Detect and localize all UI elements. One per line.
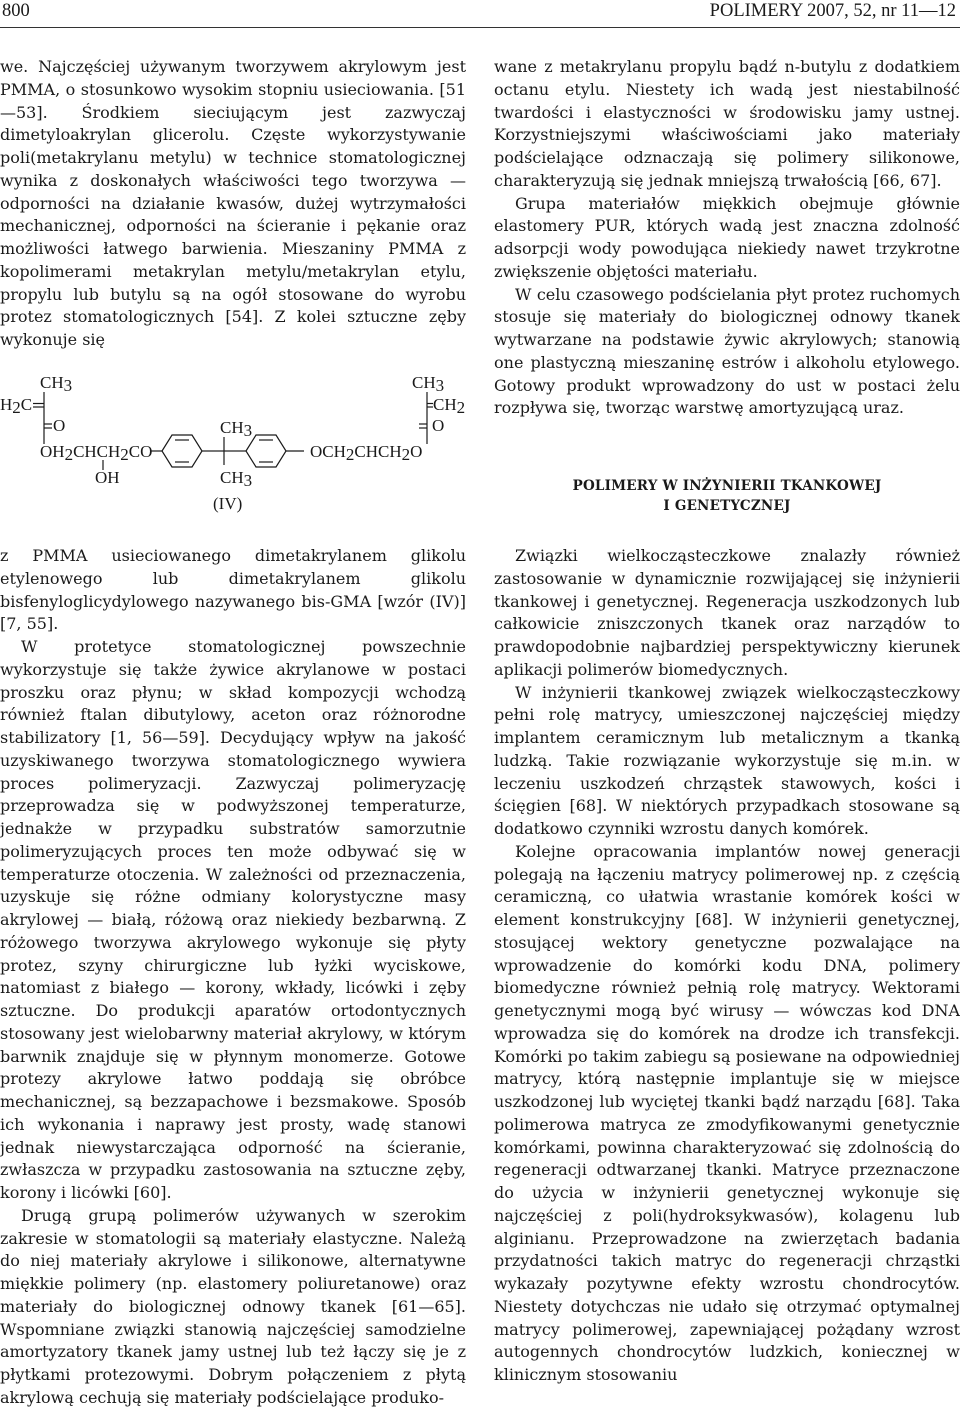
atom-h2c: H2C	[0, 395, 33, 417]
paragraph: z PMMA usieciowanego dimetakrylanem glikolu etylenowego lub dimetakrylanem glikolu bisfenyloglicydylowego nazywanego bis-GMA [wzór (IV)] [7, 55].	[0, 546, 466, 634]
chemical-formula-iv	[0, 365, 490, 520]
formula-label: (IV)	[213, 494, 243, 513]
right-column-top	[494, 56, 960, 420]
paragraph: W inżynierii tkankowej związek wielkocząsteczkowy pełni rolę matrycy, umieszczonej najczęściej między implantem ceramicznym lub metalicznym a tkanką ludzką. Takie rozwiązanie wykorzystuje się m.in. w leczeniu uszkodzeń chrząstek stawowych, kości i ścięgien [68]. W niektórych przypadkach stosowane są dodatkowo czynniki wzrostu danych komórek.	[494, 682, 960, 838]
chain-right: OCH2CHCH2O	[310, 442, 423, 464]
left-column-bottom	[0, 545, 466, 1410]
atom-ch3: CH3	[40, 373, 73, 395]
paragraph: W protetyce stomatologicznej powszechnie wykorzystuje się także żywice akrylanowe w postaci proszku oraz płynu; w skład kompozycji wchodzą również ftalan dibutylowy, aceton oraz różnorodne stabilizatory [1, 56—59]. Decydujący wpływ na jakość uzyskiwanego tworzywa stomatologicznego wywiera proces polimeryzacji. Zazwyczaj polimeryzację przeprowadza się w podwyższonej temperaturze, jednakże w przypadku substratów samorzutnie polimeryzujących proces ten może odbywać się w temperaturze otoczenia. W zależności od przeznaczenia, uzyskuje się różne odmiany kolorystyczne masy akrylowej — białą, różową oraz niekiedy bezbarwną. Z różowego tworzywa akrylowego wykonuje się płyty protez, szyny chirurgiczne lub łyżki wyciskowe, natomiast z białego — korony, wkłady, licówki i zęby sztuczne. Do produkcji aparatów ortodontycznych stosowany jest wielobarwny materiał akrylowy, w którym barwnik znajduje się w płynnym monomerze. Gotowe protezy akrylowe łatwo poddają się obróbce mechanicznej, są bezzapachowe i bezsmakowe. Sposób ich wykonania i naprawy jest prosty, wadę stanowi jednak niewystarczająca odporność na ścieranie, zwłaszcza w przypadku zastosowania na sztuczne zęby, korony i licówki [60].	[0, 637, 466, 1202]
atom-o: O	[53, 416, 66, 435]
paragraph: Związki wielkocząsteczkowe znalazły również zastosowanie w dynamicznie rozwijającej się inżynierii tkankowej i genetycznej. Regeneracja uszkodzonych lub całkowicie zniszczonych tkanek oraz narządów to prawdopodobnie najbardziej perspektywiczny kierunek aplikacji polimerów biomedycznych.	[494, 546, 960, 679]
section-heading-line: I GENETYCZNEJ	[663, 498, 791, 514]
atom-o: O	[432, 416, 445, 435]
paragraph: W celu czasowego podścielania płyt protez ruchomych stosuje się materiały do biologicznej odnowy tkanek wytwarzane na podstawie żywic akrylowych; stanowią one plastyczną mieszaninę estrów i alkoholu etylowego. Gotowy produkt wprowadzony do ust w postaci żelu rozpływa się, tworząc warstwę amortyzującą uraz.	[494, 284, 960, 418]
chain-left: OH2CHCH2CO	[40, 442, 153, 464]
atom-ch3-bottom: CH3	[220, 468, 253, 490]
paragraph: we. Najczęściej używanym tworzywem akrylowym jest PMMA, o stosunkowo wysokim stopniu usieciowania. [51—53]. Środkiem sieciującym jest zazwyczaj dimetyloakrylan glicerolu. Częste wykorzystywanie poli(metakrylanu metylu) w technice stomatologicznej wynika z doskonałych właściwości tego tworzywa — odporności na działanie kwasów, dużej wytrzymałości mechanicznej, odporności na ścieranie i pękanie oraz możliwości łatwego barwienia. Mieszaniny PMMA z kopolimerami metakrylan metylu/metakrylan etylu, propylu lub butylu są na ogół stosowane do wyrobu protez stomatologicznych [54]. Z kolei sztuczne zęby wykonuje się	[0, 57, 466, 349]
atom-ch2: CH2	[433, 395, 466, 417]
header-rule	[0, 27, 960, 28]
atom-ch3: CH3	[412, 373, 445, 395]
atom-ch3-top: CH3	[220, 418, 253, 440]
page-number: 800	[2, 1, 30, 21]
section-heading-line: POLIMERY W INŻYNIERII TKANKOWEJ	[572, 478, 882, 494]
section-heading	[494, 476, 960, 516]
paragraph: Drugą grupą polimerów używanych w szerokim zakresie w stomatologii są materiały elastyczne. Należą do niej materiały akrylowe i silikonowe, alternatywne miękkie polimery (np. elastomery poliuretanowe) oraz materiały do biologicznej odnowy tkanek [61—65]. Wspomniane związki stanowią najczęściej samodzielne amortyzatory tkanek jamy ustnej lub też łączy się je z płytkami protezowymi. Dobrym połączeniem z płytą akrylową cechują się materiały podścielające produko-	[0, 1205, 466, 1407]
left-column-top	[0, 56, 466, 352]
paragraph: wane z metakrylanu propylu bądź n-butylu z dodatkiem octanu etylu. Niestety ich wadą jest niestabilność twardości i elastyczności w środowisku jamy ustnej. Korzystniejszymi właściwościami jako materiały podścielające odznaczają się polimery silikonowe, charakteryzują się jednak mniejszą trwałością [66, 67].	[494, 57, 960, 190]
running-header	[0, 0, 960, 24]
right-column-bottom	[494, 545, 960, 1387]
journal-citation: POLIMERY 2007, 52, nr 11—12	[709, 1, 956, 21]
paragraph: Kolejne opracowania implantów nowej generacji polegają na łączeniu matrycy polimerowej np. z częścią ceramiczną, co ułatwia wrastanie komórek kości w element konstrukcyjny [68]. W inżynierii genetycznej, stosującej wektory genetyczne pozwalające na wprowadzenie do komórki kodu DNA, polimery biomedyczne również pełnią rolę matrycy. Wektorami genetycznymi mogą być wirusy — wówczas kod DNA wprowadza się do komórek na drodze ich transfekcji. Komórki po takim zabiegu są posiewane na odpowiedniej matrycy, którą następnie implantuje się w miejsce uszkodzonej lub wyciętej tkanki bądź narządu [68]. Taka polimerowa matryca ze zmodyfikowanymi genetycznie komórkami, powinna charakteryzować się zdolnością do regeneracji odtwarzanej tkanki. Matryce przeznaczone do użycia w inżynierii genetycznej wykonuje się najczęściej z poli(hydroksykwasów), kolagenu lub alginianu. Przeprowadzone na zwierzętach badania przydatności takich matryc do regeneracji chrząstki wykazały pozytywne efekty wzrostu chondrocytów. Niestety dotychczas nie udało się otrzymać optymalnej matrycy polimerowej, zapewniającej pożądany wzrost autogennych chondrocytów ludzkich, koniecznej w klinicznym stosowaniu	[494, 841, 960, 1384]
paragraph: Grupa materiałów miękkich obejmuje głównie elastomery PUR, których wadą jest znaczna zdolność adsorpcji wody powodująca niekiedy nawet trzykrotne zwiększenie objętości materiału.	[494, 193, 960, 281]
atom-oh: OH	[95, 468, 120, 487]
